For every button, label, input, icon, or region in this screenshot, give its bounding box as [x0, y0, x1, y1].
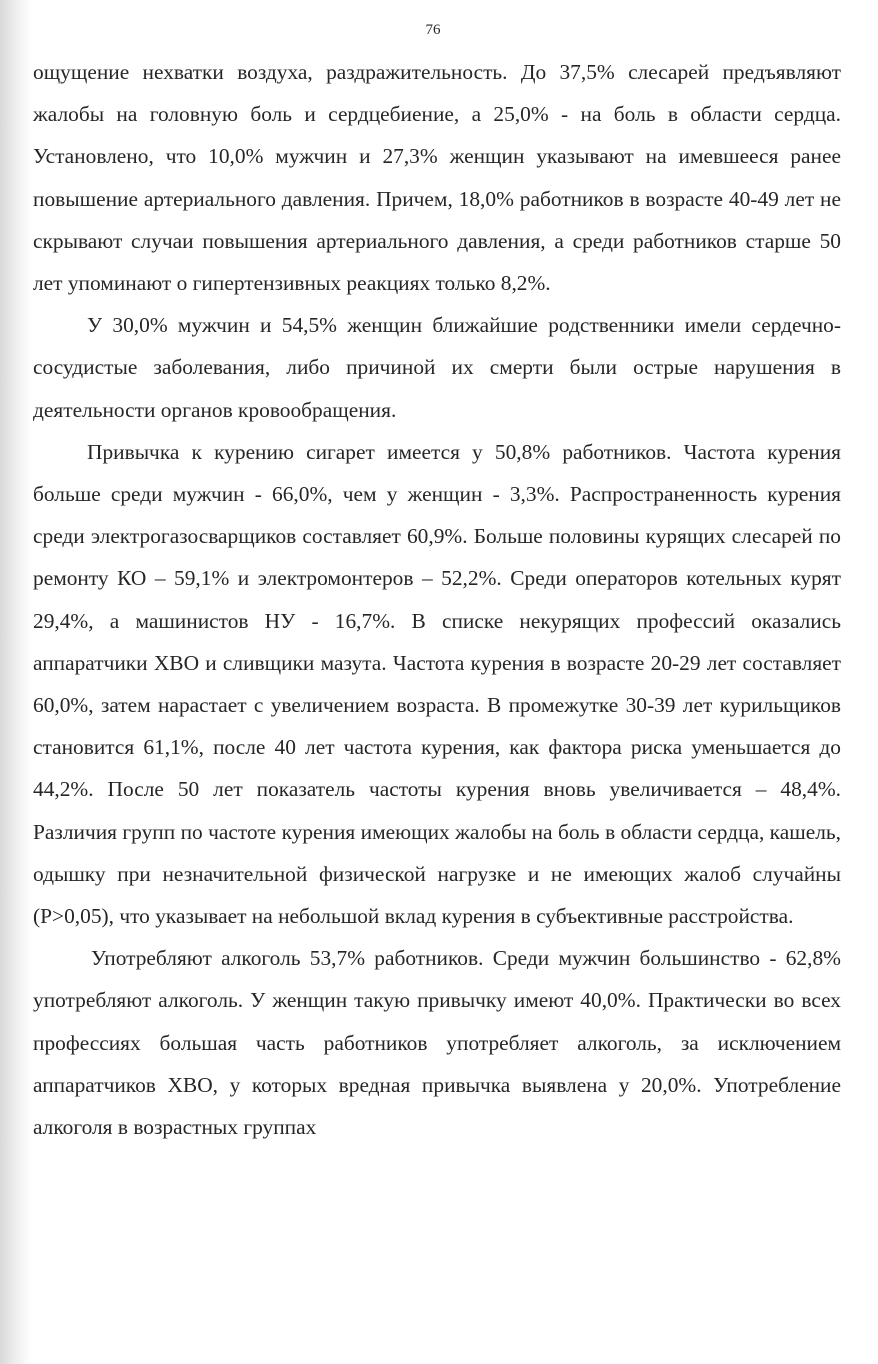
- paragraph-smoking: Привычка к курению сигарет имеется у 50,8% работников. Частота курения больше среди мужчин - 66,0%, чем у женщин - 3,3%. Распространенность курения среди электрогазосварщиков составляет 60,9%. Больше половины курящих слесарей по ремонту КО – 59,1% и электромонтеров – 52,2%. Среди операторов котельных курят 29,4%, а машинистов НУ - 16,7%. В списке некурящих профессий оказались аппаратчики ХВО и сливщики мазута. Частота курения в возрасте 20-29 лет составляет 60,0%, затем нарастает с увеличением возраста. В промежутке 30-39 лет курильщиков становится 61,1%, после 40 лет частота курения, как фактора риска уменьшается до 44,2%. После 50 лет показатель частоты курения вновь увеличивается – 48,4%. Различия групп по частоте курения имеющих жалобы на боль в области сердца, кашель, одышку при незначительной физической нагрузке и не имеющих жалоб случайны (P>0,05), что указывает на небольшой вклад курения в субъективные расстройства.: [33, 439, 841, 929]
- paragraph-alcohol: Употребляют алкоголь 53,7% работников. Среди мужчин большинство - 62,8% употребляют алкоголь. У женщин такую привычку имеют 40,0%. Практически во всех профессиях большая часть работников употребляет алкоголь, за исключением аппаратчиков ХВО, у которых вредная привычка выявлена у 20,0%. Употребление алкоголя в возрастных группах: [33, 946, 841, 1140]
- paragraph-complaints: ощущение нехватки воздуха, раздражительность. До 37,5% слесарей предъявляют жалобы на головную боль и сердцебиение, а 25,0% - на боль в области сердца. Установлено, что 10,0% мужчин и 27,3% женщин указывают на имевшееся ранее повышение артериального давления. Причем, 18,0% работников в возрасте 40-49 лет не скрывают случаи повышения артериального давления, а среди работников старше 50 лет упоминают о гипертензивных реакциях только 8,2%.: [33, 60, 841, 296]
- body-text: [33, 51, 841, 1148]
- page-number: 76: [425, 22, 441, 38]
- paragraph-heredity: У 30,0% мужчин и 54,5% женщин ближайшие родственники имели сердечно-сосудистые заболевания, либо причиной их смерти были острые нарушения в деятельности органов кровообращения.: [33, 313, 841, 422]
